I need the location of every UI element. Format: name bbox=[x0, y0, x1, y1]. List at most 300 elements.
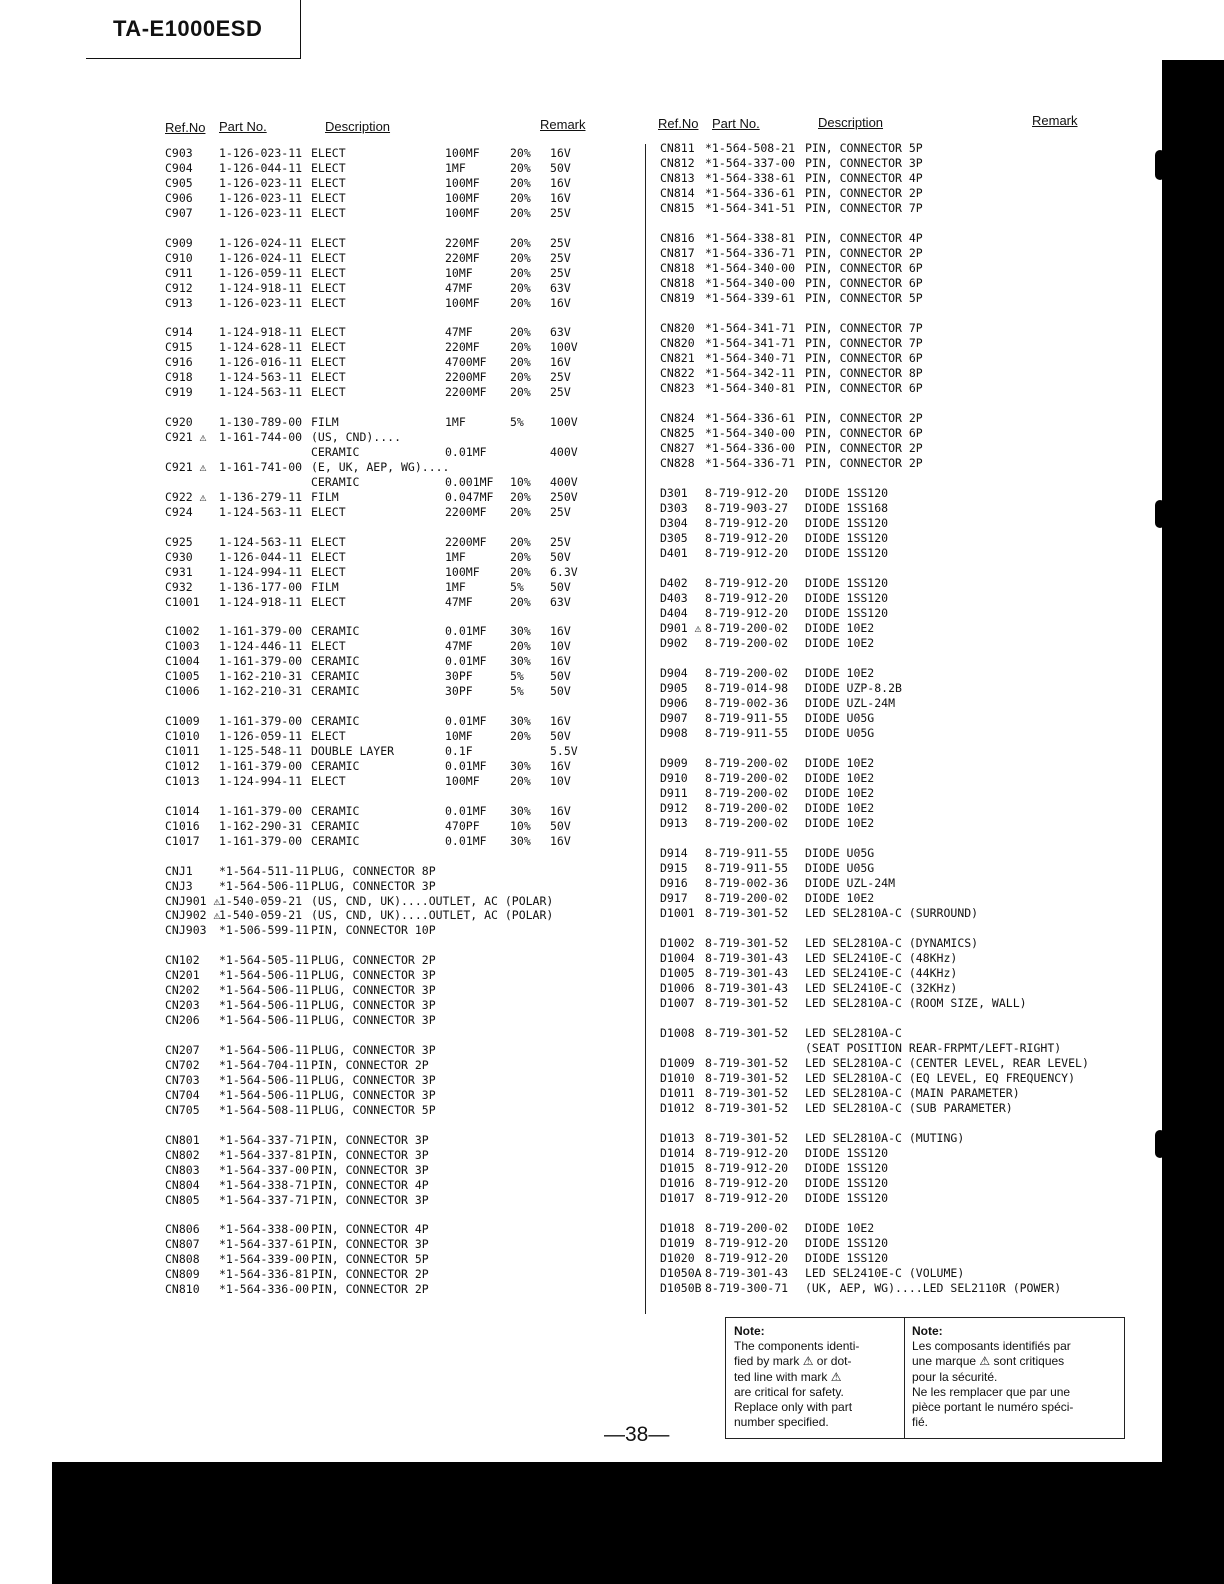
ref-no: D1019 bbox=[660, 1236, 695, 1250]
tolerance: 30% bbox=[510, 714, 531, 729]
description: PLUG, CONNECTOR 5P bbox=[311, 1102, 436, 1117]
tolerance: 20% bbox=[510, 355, 531, 370]
description: DIODE 1SS120 bbox=[805, 1161, 889, 1175]
ref-no: CN803 bbox=[165, 1162, 200, 1177]
description: DIODE 1SS120 bbox=[805, 531, 889, 545]
part-no: 8-719-912-20 bbox=[705, 516, 789, 530]
part-no: *1-564-338-61 bbox=[705, 171, 796, 185]
description: PIN, CONNECTOR 4P bbox=[311, 1177, 429, 1192]
ref-no: CN804 bbox=[165, 1177, 200, 1192]
value: 47MF bbox=[445, 280, 473, 295]
part-no: 1-161-379-00 bbox=[219, 803, 303, 818]
part-no: *1-564-336-81 bbox=[219, 1267, 310, 1282]
part-no: 1-161-379-00 bbox=[219, 758, 303, 773]
ref-no: D1018 bbox=[660, 1221, 695, 1235]
part-no: 1-124-994-11 bbox=[219, 773, 303, 788]
description: PIN, CONNECTOR 7P bbox=[805, 321, 923, 335]
part-no: *1-564-704-11 bbox=[219, 1057, 310, 1072]
ref-no: C925 bbox=[165, 534, 193, 549]
description: ELECT bbox=[311, 564, 346, 579]
description: PLUG, CONNECTOR 3P bbox=[311, 1072, 436, 1087]
tolerance: 20% bbox=[510, 549, 531, 564]
part-no: 1-540-059-21 bbox=[219, 908, 303, 923]
voltage: 16V bbox=[550, 295, 571, 310]
description: (SEAT POSITION REAR-FRPMT/LEFT-RIGHT) bbox=[805, 1041, 1062, 1055]
part-no: 8-719-912-20 bbox=[705, 1236, 789, 1250]
ref-no: D905 bbox=[660, 681, 688, 695]
description: PIN, CONNECTOR 2P bbox=[805, 411, 923, 425]
binding-hole bbox=[1155, 500, 1165, 528]
part-no: *1-564-341-71 bbox=[705, 336, 796, 350]
ref-no: D304 bbox=[660, 516, 688, 530]
tolerance: 20% bbox=[510, 370, 531, 385]
voltage: 16V bbox=[550, 833, 571, 848]
part-no: 8-719-200-02 bbox=[705, 816, 789, 830]
col-header-remark: Remark bbox=[540, 117, 586, 132]
value: 4700MF bbox=[445, 355, 487, 370]
part-no: 1-161-379-00 bbox=[219, 714, 303, 729]
voltage: 100V bbox=[550, 415, 578, 430]
description: LED SEL2810A-C (MAIN PARAMETER) bbox=[805, 1086, 1020, 1100]
voltage: 25V bbox=[550, 385, 571, 400]
value: 2200MF bbox=[445, 504, 487, 519]
part-no: *1-564-336-00 bbox=[219, 1282, 310, 1297]
voltage: 50V bbox=[550, 160, 571, 175]
description: ELECT bbox=[311, 175, 346, 190]
description: PLUG, CONNECTOR 3P bbox=[311, 1043, 436, 1057]
description: CERAMIC bbox=[311, 624, 360, 639]
description: PIN, CONNECTOR 6P bbox=[805, 261, 923, 275]
description: DIODE 1SS120 bbox=[805, 576, 889, 590]
ref-no: CN822 bbox=[660, 366, 695, 380]
description: ELECT bbox=[311, 504, 346, 519]
voltage: 16V bbox=[550, 714, 571, 729]
ref-no: C924 bbox=[165, 504, 193, 519]
tolerance: 20% bbox=[510, 280, 531, 295]
tolerance: 20% bbox=[510, 190, 531, 205]
col-header-part: Part No. bbox=[219, 119, 267, 134]
description: FILM bbox=[311, 489, 339, 504]
ref-no: C904 bbox=[165, 160, 193, 175]
description: LED SEL2810A-C (ROOM SIZE, WALL) bbox=[805, 996, 1027, 1010]
part-no: *1-564-508-11 bbox=[219, 1102, 310, 1117]
ref-no: C914 bbox=[165, 325, 193, 340]
ref-no: D301 bbox=[660, 486, 688, 500]
tolerance: 30% bbox=[510, 654, 531, 669]
description: PIN, CONNECTOR 6P bbox=[805, 381, 923, 395]
note-line: Replace only with part bbox=[734, 1400, 853, 1415]
ref-no: D1050B bbox=[660, 1281, 702, 1295]
part-no: *1-564-506-11 bbox=[219, 1013, 310, 1028]
voltage: 25V bbox=[550, 534, 571, 549]
ref-no: C1014 bbox=[165, 803, 200, 818]
description: DIODE 1SS120 bbox=[805, 1236, 889, 1250]
value: 100MF bbox=[445, 295, 480, 310]
tolerance: 10% bbox=[510, 474, 531, 489]
tolerance: 20% bbox=[510, 773, 531, 788]
description: DIODE 10E2 bbox=[805, 771, 875, 785]
part-no: *1-564-336-61 bbox=[705, 186, 796, 200]
ref-no: CN807 bbox=[165, 1237, 200, 1252]
description: PIN, CONNECTOR 4P bbox=[805, 171, 923, 185]
ref-no: C906 bbox=[165, 190, 193, 205]
part-no: 1-540-059-21 bbox=[219, 893, 303, 908]
part-no: 1-126-059-11 bbox=[219, 265, 303, 280]
note-title-en: Note: bbox=[734, 1324, 765, 1338]
note-line: fié. bbox=[912, 1415, 929, 1430]
description: DIODE UZL-24M bbox=[805, 876, 896, 890]
description: PIN, CONNECTOR 2P bbox=[805, 456, 923, 470]
description: ELECT bbox=[311, 370, 346, 385]
ref-no: D403 bbox=[660, 591, 688, 605]
part-no: 8-719-912-20 bbox=[705, 1176, 789, 1190]
part-no: *1-564-339-61 bbox=[705, 291, 796, 305]
tolerance: 5% bbox=[510, 579, 524, 594]
ref-no: C931 bbox=[165, 564, 193, 579]
ref-no: D917 bbox=[660, 891, 688, 905]
part-no: 1-124-446-11 bbox=[219, 639, 303, 654]
ref-no: C1009 bbox=[165, 714, 200, 729]
voltage: 50V bbox=[550, 579, 571, 594]
description: PLUG, CONNECTOR 3P bbox=[311, 998, 436, 1013]
part-no: 8-719-301-43 bbox=[705, 951, 789, 965]
tolerance: 20% bbox=[510, 146, 531, 160]
part-no: 1-162-210-31 bbox=[219, 669, 303, 684]
ref-no: D401 bbox=[660, 546, 688, 560]
description: PIN, CONNECTOR 7P bbox=[805, 201, 923, 215]
voltage: 16V bbox=[550, 624, 571, 639]
tolerance: 20% bbox=[510, 594, 531, 609]
ref-no: CN825 bbox=[660, 426, 695, 440]
description: PIN, CONNECTOR 10P bbox=[311, 923, 436, 938]
part-no: *1-506-599-11 bbox=[219, 923, 310, 938]
part-no: *1-564-342-11 bbox=[705, 366, 796, 380]
part-no: 8-719-300-71 bbox=[705, 1281, 789, 1295]
value: 0.01MF bbox=[445, 803, 487, 818]
ref-no: D916 bbox=[660, 876, 688, 890]
col-header-desc: Description bbox=[325, 119, 391, 134]
ref-no: CNJ902 ⚠ bbox=[165, 908, 221, 923]
part-no: *1-564-336-61 bbox=[705, 411, 796, 425]
voltage: 25V bbox=[550, 250, 571, 265]
ref-no: D1016 bbox=[660, 1176, 695, 1190]
description: CERAMIC bbox=[311, 474, 360, 489]
ref-no: D402 bbox=[660, 576, 688, 590]
part-no: 8-719-301-52 bbox=[705, 1086, 789, 1100]
part-no: 1-126-059-11 bbox=[219, 729, 303, 744]
value: 1MF bbox=[445, 415, 466, 430]
value: 1MF bbox=[445, 549, 466, 564]
part-no: *1-564-337-00 bbox=[219, 1162, 310, 1177]
col-header-part-right: Part No. bbox=[712, 116, 760, 131]
tolerance: 10% bbox=[510, 818, 531, 833]
ref-no: D303 bbox=[660, 501, 688, 515]
ref-no: CN828 bbox=[660, 456, 695, 470]
value: 10MF bbox=[445, 729, 473, 744]
part-no: 8-719-301-52 bbox=[705, 936, 789, 950]
ref-no: CN809 bbox=[165, 1267, 200, 1282]
ref-no: D1001 bbox=[660, 906, 695, 920]
ref-no: CN702 bbox=[165, 1057, 200, 1072]
part-no: 1-124-628-11 bbox=[219, 340, 303, 355]
ref-no: D1004 bbox=[660, 951, 695, 965]
ref-no: CN811 bbox=[660, 141, 695, 155]
tolerance: 5% bbox=[510, 669, 524, 684]
description: PIN, CONNECTOR 4P bbox=[311, 1222, 429, 1237]
ref-no: D907 bbox=[660, 711, 688, 725]
part-no: 1-124-563-11 bbox=[219, 385, 303, 400]
part-no: 8-719-912-20 bbox=[705, 531, 789, 545]
part-no: 8-719-002-36 bbox=[705, 696, 789, 710]
voltage: 50V bbox=[550, 729, 571, 744]
part-no: 1-161-741-00 bbox=[219, 459, 303, 474]
part-no: *1-564-340-00 bbox=[705, 276, 796, 290]
note-line: ted line with mark ⚠ bbox=[734, 1369, 842, 1384]
description: PIN, CONNECTOR 8P bbox=[805, 366, 923, 380]
part-no: 8-719-911-55 bbox=[705, 711, 789, 725]
ref-no: CN206 bbox=[165, 1013, 200, 1028]
tolerance: 30% bbox=[510, 833, 531, 848]
part-no: 8-719-911-55 bbox=[705, 861, 789, 875]
part-no: 1-162-290-31 bbox=[219, 818, 303, 833]
value: 0.01MF bbox=[445, 758, 487, 773]
description: (UK, AEP, WG)....LED SEL2110R (POWER) bbox=[805, 1281, 1062, 1295]
ref-no: C1001 bbox=[165, 594, 200, 609]
ref-no: CN827 bbox=[660, 441, 695, 455]
description: PIN, CONNECTOR 4P bbox=[805, 231, 923, 245]
description: PIN, CONNECTOR 5P bbox=[311, 1252, 429, 1267]
description: LED SEL2810A-C (DYNAMICS) bbox=[805, 936, 979, 950]
ref-no: CN704 bbox=[165, 1087, 200, 1102]
part-no: 8-719-903-27 bbox=[705, 501, 789, 515]
description: ELECT bbox=[311, 160, 346, 175]
part-no: 1-161-379-00 bbox=[219, 833, 303, 848]
description: CERAMIC bbox=[311, 684, 360, 699]
description: PIN, CONNECTOR 3P bbox=[805, 156, 923, 170]
description: ELECT bbox=[311, 773, 346, 788]
voltage: 16V bbox=[550, 355, 571, 370]
part-no: 8-719-200-02 bbox=[705, 786, 789, 800]
tolerance: 5% bbox=[510, 684, 524, 699]
voltage: 50V bbox=[550, 669, 571, 684]
description: LED SEL2410E-C (32KHz) bbox=[805, 981, 958, 995]
value: 2200MF bbox=[445, 370, 487, 385]
part-no: *1-564-508-21 bbox=[705, 141, 796, 155]
description: LED SEL2810A-C bbox=[805, 1026, 902, 1040]
voltage: 16V bbox=[550, 190, 571, 205]
part-no: *1-564-338-81 bbox=[705, 231, 796, 245]
voltage: 25V bbox=[550, 504, 571, 519]
model-title-box bbox=[86, 0, 301, 59]
description: ELECT bbox=[311, 250, 346, 265]
column-divider bbox=[645, 144, 646, 1314]
description: CERAMIC bbox=[311, 803, 360, 818]
value: 100MF bbox=[445, 205, 480, 220]
ref-no: D910 bbox=[660, 771, 688, 785]
model-title: TA-E1000ESD bbox=[113, 16, 263, 41]
description: PIN, CONNECTOR 5P bbox=[805, 291, 923, 305]
part-no: 8-719-014-98 bbox=[705, 681, 789, 695]
part-no: *1-564-340-71 bbox=[705, 351, 796, 365]
ref-no: C903 bbox=[165, 146, 193, 160]
value: 220MF bbox=[445, 340, 480, 355]
description: PIN, CONNECTOR 6P bbox=[805, 351, 923, 365]
ref-no: C915 bbox=[165, 340, 193, 355]
ref-no: D1011 bbox=[660, 1086, 695, 1100]
ref-no: C916 bbox=[165, 355, 193, 370]
part-no: 1-136-279-11 bbox=[219, 489, 303, 504]
voltage: 10V bbox=[550, 773, 571, 788]
tolerance: 20% bbox=[510, 639, 531, 654]
ref-no: C909 bbox=[165, 235, 193, 250]
value: 470PF bbox=[445, 818, 480, 833]
description: ELECT bbox=[311, 265, 346, 280]
value: 2200MF bbox=[445, 534, 487, 549]
note-title-fr: Note: bbox=[912, 1324, 943, 1338]
part-no: *1-564-337-00 bbox=[705, 156, 796, 170]
part-no: 1-126-024-11 bbox=[219, 235, 303, 250]
value: 100MF bbox=[445, 773, 480, 788]
description: ELECT bbox=[311, 190, 346, 205]
part-no: 1-161-379-00 bbox=[219, 624, 303, 639]
ref-no: D909 bbox=[660, 756, 688, 770]
part-no: 1-126-023-11 bbox=[219, 175, 303, 190]
description: ELECT bbox=[311, 146, 346, 160]
ref-no: D1002 bbox=[660, 936, 695, 950]
description: PIN, CONNECTOR 3P bbox=[311, 1132, 429, 1147]
ref-no: CN705 bbox=[165, 1102, 200, 1117]
voltage: 16V bbox=[550, 654, 571, 669]
description: (US, CND, UK)....OUTLET, AC (POLAR) bbox=[311, 893, 554, 908]
description: ELECT bbox=[311, 639, 346, 654]
description: ELECT bbox=[311, 340, 346, 355]
part-no: *1-564-340-00 bbox=[705, 426, 796, 440]
part-no: 1-130-789-00 bbox=[219, 415, 303, 430]
part-no: 8-719-002-36 bbox=[705, 876, 789, 890]
voltage: 16V bbox=[550, 803, 571, 818]
part-no: 1-124-918-11 bbox=[219, 594, 303, 609]
ref-no: D915 bbox=[660, 861, 688, 875]
voltage: 50V bbox=[550, 549, 571, 564]
description: DIODE 10E2 bbox=[805, 816, 875, 830]
description: ELECT bbox=[311, 549, 346, 564]
part-no: 1-161-379-00 bbox=[219, 654, 303, 669]
value: 100MF bbox=[445, 175, 480, 190]
description: PLUG, CONNECTOR 3P bbox=[311, 878, 436, 893]
description: DIODE 1SS120 bbox=[805, 1146, 889, 1160]
description: LED SEL2810A-C (MUTING) bbox=[805, 1131, 965, 1145]
ref-no: CNJ1 bbox=[165, 863, 193, 878]
ref-no: CN102 bbox=[165, 953, 200, 968]
part-no: 8-719-200-02 bbox=[705, 666, 789, 680]
part-no: *1-564-340-00 bbox=[705, 261, 796, 275]
binding-hole bbox=[1155, 1130, 1165, 1158]
part-no: 8-719-912-20 bbox=[705, 1251, 789, 1265]
ref-no: C1004 bbox=[165, 654, 200, 669]
description: DIODE U05G bbox=[805, 726, 875, 740]
part-no: 1-125-548-11 bbox=[219, 744, 303, 758]
description: ELECT bbox=[311, 385, 346, 400]
part-no: *1-564-339-00 bbox=[219, 1252, 310, 1267]
description: DIODE 10E2 bbox=[805, 786, 875, 800]
part-no: 8-719-912-20 bbox=[705, 486, 789, 500]
ref-no: D1020 bbox=[660, 1251, 695, 1265]
part-no: 1-161-744-00 bbox=[219, 430, 303, 445]
description: DIODE 1SS120 bbox=[805, 1251, 889, 1265]
description: (US, CND, UK)....OUTLET, AC (POLAR) bbox=[311, 908, 554, 923]
ref-no: D911 bbox=[660, 786, 688, 800]
part-no: *1-564-506-11 bbox=[219, 968, 310, 983]
scan-border-right bbox=[1162, 60, 1224, 1584]
description: ELECT bbox=[311, 235, 346, 250]
part-no: 1-124-563-11 bbox=[219, 504, 303, 519]
ref-no: C1005 bbox=[165, 669, 200, 684]
ref-no: D1009 bbox=[660, 1056, 695, 1070]
description: PIN, CONNECTOR 2P bbox=[805, 441, 923, 455]
value: 47MF bbox=[445, 639, 473, 654]
col-header-desc-right: Description bbox=[818, 115, 884, 130]
description: DIODE 10E2 bbox=[805, 621, 875, 635]
ref-no: CN818 bbox=[660, 261, 695, 275]
ref-no: D1006 bbox=[660, 981, 695, 995]
ref-no: C1003 bbox=[165, 639, 200, 654]
description: LED SEL2410E-C (44KHz) bbox=[805, 966, 958, 980]
voltage: 6.3V bbox=[550, 564, 578, 579]
tolerance: 20% bbox=[510, 729, 531, 744]
description: LED SEL2810A-C (SUB PARAMETER) bbox=[805, 1101, 1013, 1115]
description: DIODE U05G bbox=[805, 846, 875, 860]
part-no: *1-564-506-11 bbox=[219, 998, 310, 1013]
description: DIODE 1SS120 bbox=[805, 591, 889, 605]
safety-note-box bbox=[725, 1317, 1125, 1439]
description: PIN, CONNECTOR 2P bbox=[805, 186, 923, 200]
description: PIN, CONNECTOR 2P bbox=[311, 1267, 429, 1282]
description: PIN, CONNECTOR 3P bbox=[311, 1162, 429, 1177]
page-margin bbox=[0, 60, 92, 1584]
description: PLUG, CONNECTOR 3P bbox=[311, 1087, 436, 1102]
tolerance: 20% bbox=[510, 385, 531, 400]
voltage: 63V bbox=[550, 280, 571, 295]
ref-no: CN802 bbox=[165, 1147, 200, 1162]
tolerance: 20% bbox=[510, 250, 531, 265]
ref-no: D1017 bbox=[660, 1191, 695, 1205]
tolerance: 20% bbox=[510, 534, 531, 549]
description: PIN, CONNECTOR 7P bbox=[805, 336, 923, 350]
ref-no: CN810 bbox=[165, 1282, 200, 1297]
ref-no: CNJ901 ⚠ bbox=[165, 893, 221, 908]
tolerance: 20% bbox=[510, 504, 531, 519]
description: DIODE 1SS120 bbox=[805, 1191, 889, 1205]
part-no: 1-124-918-11 bbox=[219, 325, 303, 340]
ref-no: D1005 bbox=[660, 966, 695, 980]
ref-no: C1011 bbox=[165, 744, 200, 758]
description: DIODE 1SS120 bbox=[805, 486, 889, 500]
note-line: pour la sécurité. bbox=[912, 1369, 998, 1384]
description: LED SEL2410E-C (48KHz) bbox=[805, 951, 958, 965]
value: 0.01MF bbox=[445, 654, 487, 669]
tolerance: 30% bbox=[510, 758, 531, 773]
ref-no: CN815 bbox=[660, 201, 695, 215]
description: ELECT bbox=[311, 594, 346, 609]
part-no: 1-126-024-11 bbox=[219, 250, 303, 265]
description: FILM bbox=[311, 415, 339, 430]
voltage: 5.5V bbox=[550, 744, 578, 758]
part-no: 8-719-200-02 bbox=[705, 1221, 789, 1235]
part-no: 8-719-301-52 bbox=[705, 996, 789, 1010]
value: 47MF bbox=[445, 594, 473, 609]
description: PIN, CONNECTOR 2P bbox=[311, 1057, 429, 1072]
ref-no: CN808 bbox=[165, 1252, 200, 1267]
